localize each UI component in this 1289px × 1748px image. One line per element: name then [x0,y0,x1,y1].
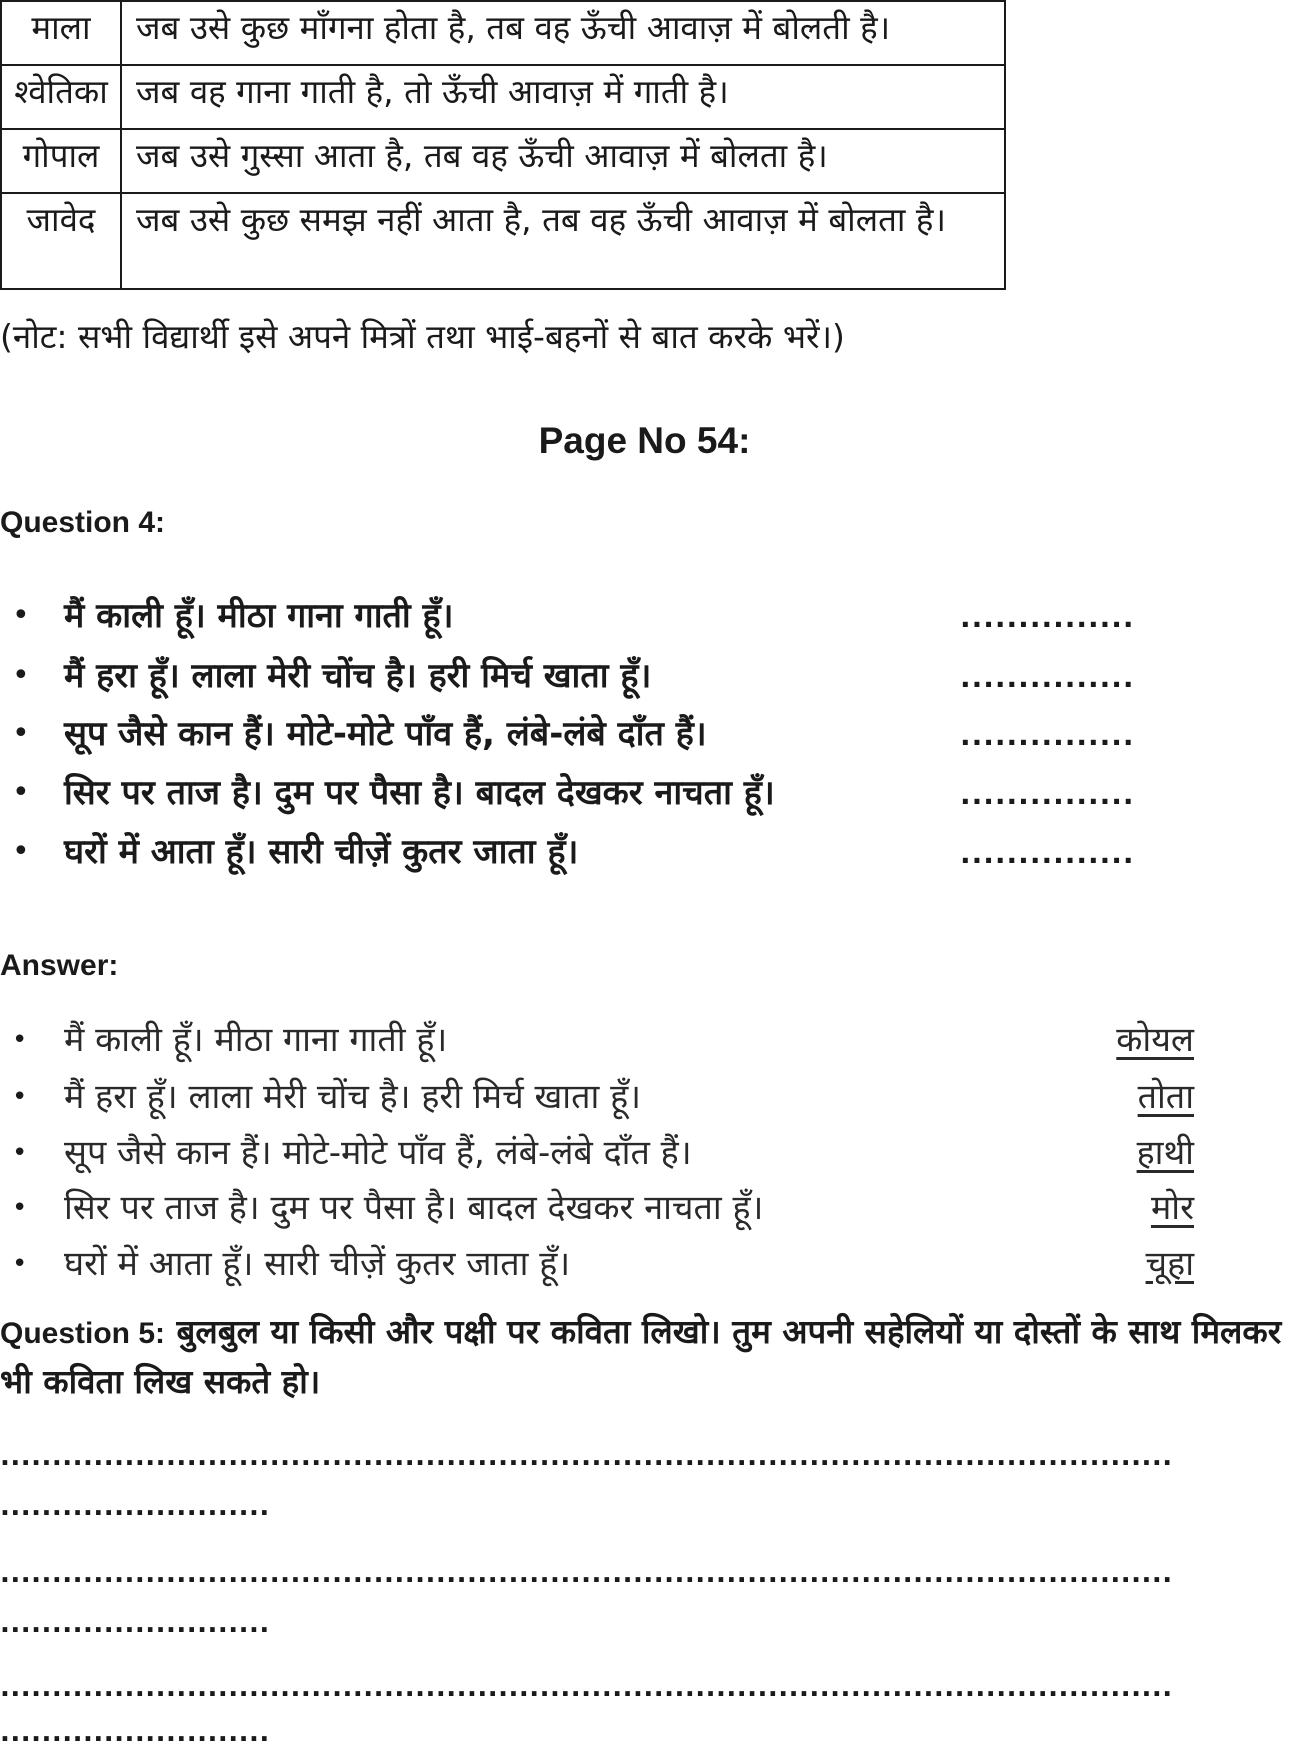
answer-item [12,1069,1232,1125]
answer-value: चूहा [1145,1244,1194,1284]
page-heading: Page No 54: [538,420,751,461]
bullet-icon: • [12,658,30,693]
bullet-icon: • [12,1138,28,1168]
answer-item [12,1236,1232,1292]
answer-value: तोता [1137,1077,1194,1117]
question-4-heading: Question 4: [0,506,166,539]
bullet-icon: • [12,1249,28,1279]
writing-line-continuation[interactable]: .......................... [0,1492,270,1522]
table-row [1,1,1005,65]
question-5-text: बुलबुल या किसी और पक्षी पर कविता लिखो। तुम अपनी सहेलियों या दोस्तों के साथ मिलकर भी कविता लिख सकते हो। [0,1312,1282,1401]
question-item [12,706,1232,762]
answer-item [12,1012,1232,1068]
answer-item [12,1125,1232,1181]
question-item [12,765,1232,821]
table-cell-text: जब उसे कुछ समझ नहीं आता है, तब वह ऊँची आवाज़ में बोलता है। [121,193,1005,289]
answer-question-text: सूप जैसे कान हैं। मोटे-मोटे पाँव हैं, लंबे-लंबे दाँत हैं। [64,1133,692,1173]
note-text: (नोट: सभी विद्यार्थी इसे अपने मित्रों तथा भाई-बहनों से बात करके भरें।) [0,317,845,356]
question-item [12,648,1232,704]
answer-blank: ............... [960,837,1135,870]
table-cell-text: जब उसे गुस्सा आता है, तब वह ऊँची आवाज़ में बोलता है। [121,129,1005,193]
question-text: सिर पर ताज है। दुम पर पैसा है। बादल देखकर नाचता हूँ। [64,773,775,813]
bullet-icon: • [12,775,30,810]
question-text: मैं काली हूँ। मीठा गाना गाती हूँ। [64,596,454,636]
table-cell-name: माला [1,1,121,65]
answer-heading: Answer: [0,949,119,982]
bullet-icon: • [12,716,30,751]
answer-blank: ............... [960,719,1135,752]
bullet-icon: • [12,1082,28,1112]
table-row [1,65,1005,129]
writing-line[interactable]: ................................................................................................................. [0,1559,1173,1589]
answer-blank: ............... [960,601,1135,634]
answer-question-text: घरों में आता हूँ। सारी चीज़ें कुतर जाता हूँ। [64,1244,571,1284]
question-text: मैं हरा हूँ। लाला मेरी चोंच है। हरी मिर्च खाता हूँ। [64,656,652,696]
question-5-label: Question 5: [0,1317,166,1350]
table-row [1,129,1005,193]
table-cell-name: जावेद [1,193,121,289]
writing-line-continuation[interactable]: .......................... [0,1718,270,1748]
answer-question-text: सिर पर ताज है। दुम पर पैसा है। बादल देखकर नाचता हूँ। [64,1188,764,1228]
answer-blank: ............... [960,778,1135,811]
answer-value: हाथी [1136,1133,1194,1173]
question-5 [0,1308,1289,1406]
question-text: सूप जैसे कान हैं। मोटे-मोटे पाँव हैं, लंबे-लंबे दाँत हैं। [64,714,707,754]
answer-item [12,1180,1232,1236]
table-cell-text: जब वह गाना गाती है, तो ऊँची आवाज़ में गाती है। [121,65,1005,129]
writing-line[interactable]: ................................................................................................................. [0,1442,1173,1472]
answer-question-text: मैं काली हूँ। मीठा गाना गाती हूँ। [64,1020,448,1060]
bullet-icon: • [12,1025,28,1055]
bullet-icon: • [12,598,30,633]
answer-value: मोर [1150,1188,1194,1228]
answer-value: कोयल [1116,1020,1194,1060]
question-text: घरों में आता हूँ। सारी चीज़ें कुतर जाता हूँ। [64,832,579,872]
writing-line[interactable]: ................................................................................................................. [0,1673,1173,1703]
table-row [1,193,1005,289]
table-cell-name: गोपाल [1,129,121,193]
question-item [12,824,1232,880]
answer-question-text: मैं हरा हूँ। लाला मेरी चोंच है। हरी मिर्च खाता हूँ। [64,1077,642,1117]
answer-blank: ............... [960,661,1135,694]
writing-line-continuation[interactable]: .......................... [0,1609,270,1639]
table-cell-name: श्वेतिका [1,65,121,129]
bullet-icon: • [12,834,30,869]
question-item [12,588,1232,644]
table-cell-text: जब उसे कुछ माँगना होता है, तब वह ऊँची आवाज़ में बोलती है। [121,1,1005,65]
responses-table [0,0,1006,290]
bullet-icon: • [12,1193,28,1223]
